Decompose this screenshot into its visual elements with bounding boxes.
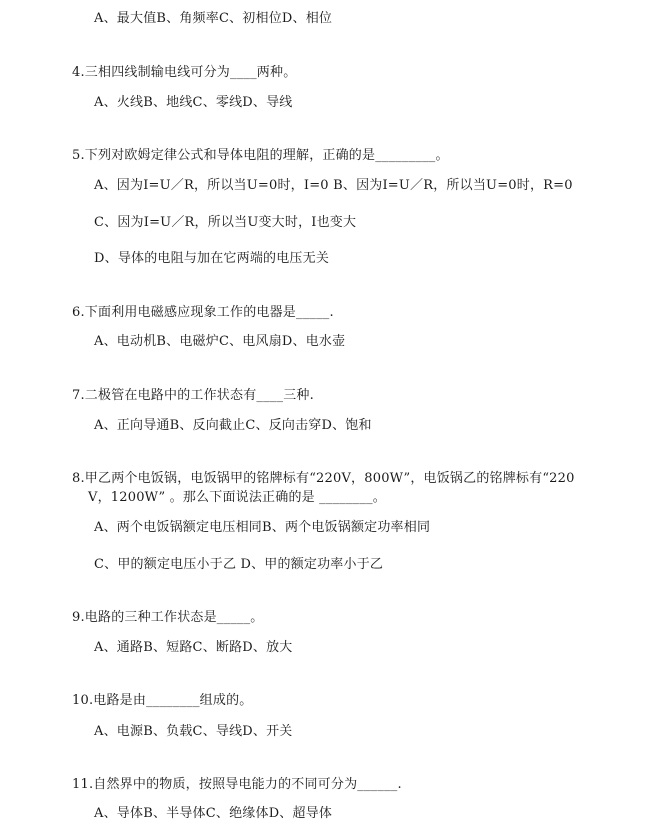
q7-options: A、正向导通B、反向截止C、反向击穿D、饱和 — [94, 418, 372, 433]
q11-stem: 11.自然界中的物质，按照导电能力的不同可分为______. — [72, 777, 402, 792]
q7-stem: 7.二极管在电路中的工作状态有____三种. — [72, 388, 314, 403]
q6-options: A、电动机B、电磁炉C、电风扇D、电水壶 — [94, 334, 346, 349]
q5-option-c: C、因为I=U／R，所以当U变大时，I也变大 — [94, 215, 357, 230]
q5-option-ab: A、因为I=U／R，所以当U=0时，I=0 B、因为I=U／R，所以当U=0时，R=0 — [94, 178, 573, 193]
q5-stem: 5.下列对欧姆定律公式和导体电阻的理解，正确的是_________。 — [72, 148, 449, 163]
q5-option-d: D、导体的电阻与加在它两端的电压无关 — [94, 251, 330, 266]
q4-options: A、火线B、地线C、零线D、导线 — [94, 95, 293, 110]
q10-stem: 10.电路是由________组成的。 — [72, 693, 253, 708]
q11-options: A、导体B、半导体C、绝缘体D、超导体 — [94, 806, 333, 821]
q8-option-cd: C、甲的额定电压小于乙 D、甲的额定功率小于乙 — [94, 557, 384, 572]
q9-stem: 9.电路的三种工作状态是_____。 — [72, 610, 264, 625]
q3-options: A、最大值B、角频率C、初相位D、相位 — [94, 11, 333, 26]
q10-options: A、电源B、负载C、导线D、开关 — [94, 724, 293, 739]
q8-stem-line1: 8.甲乙两个电饭锅，电饭锅甲的铭牌标有“220V，800W”，电饭锅乙的铭牌标有“220 — [72, 471, 575, 486]
q8-stem-line2: V，1200W” 。那么下面说法正确的是 ________。 — [88, 490, 386, 505]
q4-stem: 4.三相四线制输电线可分为____两种。 — [72, 65, 297, 80]
q8-option-ab: A、两个电饭锅额定电压相同B、两个电饭锅额定功率相同 — [94, 520, 431, 535]
q9-options: A、通路B、短路C、断路D、放大 — [94, 640, 293, 655]
q6-stem: 6.下面利用电磁感应现象工作的电器是_____. — [72, 305, 334, 320]
